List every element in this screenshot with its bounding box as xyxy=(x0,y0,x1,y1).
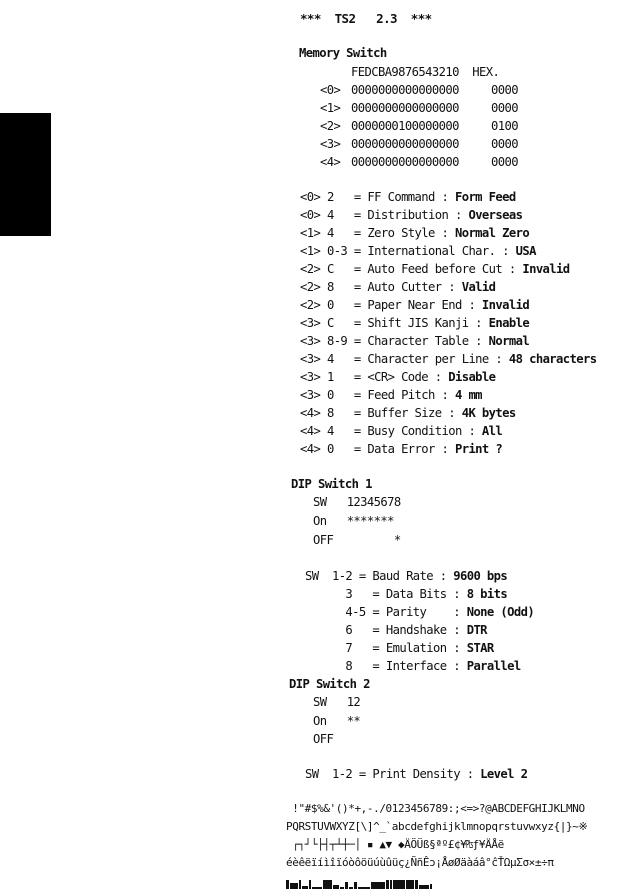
memory-switch-id: <4> xyxy=(320,155,341,169)
setting-key: <2> 0 = Paper Near End : xyxy=(300,298,482,312)
setting-key: <1> 4 = Zero Style : xyxy=(300,226,455,240)
setting-key: <0> 4 = Distribution : xyxy=(300,208,469,222)
setting-value: USA xyxy=(515,244,536,258)
block-glyph xyxy=(386,880,389,889)
setting-key: <3> 4 = Character per Line : xyxy=(300,352,509,366)
setting-line xyxy=(300,226,529,240)
block-graphics-row xyxy=(286,878,496,889)
setting-value: Invalid xyxy=(522,262,570,276)
memory-switch-title: Memory Switch xyxy=(299,46,387,60)
setting-key: <3> C = Shift JIS Kanji : xyxy=(300,316,489,330)
block-glyph xyxy=(390,880,392,889)
dip-switch-1-off-row: OFF * xyxy=(313,533,401,547)
block-glyph xyxy=(333,885,339,889)
setting-line xyxy=(300,262,570,276)
memory-switch-bits: 0000000000000000 xyxy=(351,137,459,151)
memory-switch-id: <3> xyxy=(320,137,341,151)
setting-key: SW 1-2 = Print Density : xyxy=(305,767,481,781)
setting-line xyxy=(300,244,536,258)
charset-line: ┌┐┘└├┤┬┴┼─│ ▪ ▲▼ ◆ÄÖÜß§ªº£¢¥₧ƒ¥ÄÅë xyxy=(286,838,504,851)
setting-line xyxy=(305,569,507,583)
setting-value: Print ? xyxy=(454,442,503,456)
setting-value: STAR xyxy=(466,641,494,655)
setting-line xyxy=(305,659,521,673)
setting-key: <3> 8-9 = Character Table : xyxy=(300,334,489,348)
setting-value: Enable xyxy=(488,316,530,330)
block-glyph xyxy=(415,880,418,889)
black-margin-tab xyxy=(0,113,51,236)
setting-line xyxy=(300,352,596,366)
setting-key: 6 = Handshake : xyxy=(305,623,467,637)
setting-line xyxy=(300,334,529,348)
memory-switch-bits: 0000000000000000 xyxy=(351,83,459,97)
dip-switch-1-title: DIP Switch 1 xyxy=(291,477,372,491)
memory-switch-hex: 0000 xyxy=(491,83,518,97)
block-glyph xyxy=(349,887,353,889)
block-glyph xyxy=(340,887,344,889)
setting-value: Overseas xyxy=(468,208,523,222)
block-glyph xyxy=(406,880,414,889)
dip-switch-2-off-row: OFF xyxy=(313,732,334,746)
block-glyph xyxy=(430,884,432,889)
memory-switch-column-header: FEDCBA9876543210 HEX. xyxy=(351,65,500,79)
setting-line xyxy=(300,442,502,456)
setting-value: 4K bytes xyxy=(461,406,516,420)
setting-value: Parallel xyxy=(466,659,521,673)
block-glyph xyxy=(323,880,332,889)
block-glyph xyxy=(299,880,301,889)
dip-switch-1-sw-row: SW 12345678 xyxy=(313,495,401,509)
memory-switch-id: <1> xyxy=(320,101,341,115)
setting-value: Invalid xyxy=(481,298,530,312)
setting-key: <3> 0 = Feed Pitch : xyxy=(300,388,455,402)
setting-line xyxy=(300,424,502,438)
setting-value: Disable xyxy=(448,370,496,384)
block-glyph xyxy=(419,885,429,889)
setting-key: <2> C = Auto Feed before Cut : xyxy=(300,262,523,276)
charset-line: !"#$%&'()*+,-./0123456789:;<=>?@ABCDEFGHIJKLMNO xyxy=(286,802,585,815)
block-glyph xyxy=(309,880,311,889)
memory-switch-hex: 0000 xyxy=(491,155,518,169)
setting-value: 4 mm xyxy=(454,388,482,402)
setting-key: 7 = Emulation : xyxy=(305,641,467,655)
block-glyph xyxy=(345,882,348,889)
block-glyph xyxy=(302,886,308,889)
charset-line: éèêëïíìîïóòôöüúùûüç¿ÑñÊɔ¡ÅøØäàáâ°ĉŤΩµΣσ×±÷π xyxy=(286,856,554,869)
block-glyph xyxy=(393,880,405,889)
memory-switch-hex: 0100 xyxy=(491,119,518,133)
setting-line xyxy=(305,605,534,619)
setting-value: Valid xyxy=(461,280,496,294)
setting-line xyxy=(305,641,494,655)
dip-switch-2-title: DIP Switch 2 xyxy=(289,677,370,691)
block-glyph xyxy=(354,882,357,889)
setting-line xyxy=(300,280,495,294)
block-glyph xyxy=(286,880,289,889)
block-glyph xyxy=(290,883,298,889)
setting-value: Level 2 xyxy=(480,767,528,781)
setting-key: <4> 0 = Data Error : xyxy=(300,442,455,456)
setting-key: <4> 4 = Busy Condition : xyxy=(300,424,482,438)
setting-line xyxy=(305,767,527,781)
setting-value: Normal Zero xyxy=(454,226,530,240)
setting-line xyxy=(300,190,516,204)
setting-key: 3 = Data Bits : xyxy=(305,587,467,601)
setting-value: Form Feed xyxy=(454,190,516,204)
setting-key: <4> 8 = Buffer Size : xyxy=(300,406,462,420)
block-glyph xyxy=(312,887,322,889)
setting-key: SW 1-2 = Baud Rate : xyxy=(305,569,454,583)
setting-key: <0> 2 = FF Command : xyxy=(300,190,455,204)
dip-switch-2-sw-row: SW 12 xyxy=(313,695,361,709)
setting-line xyxy=(300,316,529,330)
setting-line xyxy=(300,406,516,420)
setting-line xyxy=(300,298,529,312)
report-header: *** TS2 2.3 *** xyxy=(300,11,432,26)
setting-line xyxy=(305,623,487,637)
memory-switch-bits: 0000000000000000 xyxy=(351,101,459,115)
setting-value: 9600 bps xyxy=(453,569,508,583)
setting-line xyxy=(305,587,507,601)
setting-key: 4-5 = Parity : xyxy=(305,605,467,619)
setting-value: All xyxy=(481,424,503,438)
dip-switch-1-on-row: On ******* xyxy=(313,514,394,528)
setting-line xyxy=(300,388,482,402)
memory-switch-bits: 0000000000000000 xyxy=(351,155,459,169)
setting-key: 8 = Interface : xyxy=(305,659,467,673)
setting-value: Normal xyxy=(488,334,530,348)
memory-switch-id: <2> xyxy=(320,119,341,133)
charset-line: PQRSTUVWXYZ[\]^_`abcdefghijklmnopqrstuvwxyz{|}~※ xyxy=(286,820,588,833)
setting-value: None (Odd) xyxy=(466,605,535,619)
memory-switch-hex: 0000 xyxy=(491,137,518,151)
setting-key: <2> 8 = Auto Cutter : xyxy=(300,280,462,294)
memory-switch-hex: 0000 xyxy=(491,101,518,115)
setting-key: <1> 0-3 = International Char. : xyxy=(300,244,516,258)
block-glyph xyxy=(358,887,370,889)
setting-value: 48 characters xyxy=(508,352,597,366)
dip-switch-2-on-row: On ** xyxy=(313,714,361,728)
setting-key: <3> 1 = <CR> Code : xyxy=(300,370,449,384)
setting-line xyxy=(300,208,522,222)
setting-line xyxy=(300,370,495,384)
memory-switch-id: <0> xyxy=(320,83,341,97)
memory-switch-bits: 0000000100000000 xyxy=(351,119,459,133)
block-glyph xyxy=(371,882,385,889)
setting-value: 8 bits xyxy=(466,587,508,601)
setting-value: DTR xyxy=(466,623,487,637)
